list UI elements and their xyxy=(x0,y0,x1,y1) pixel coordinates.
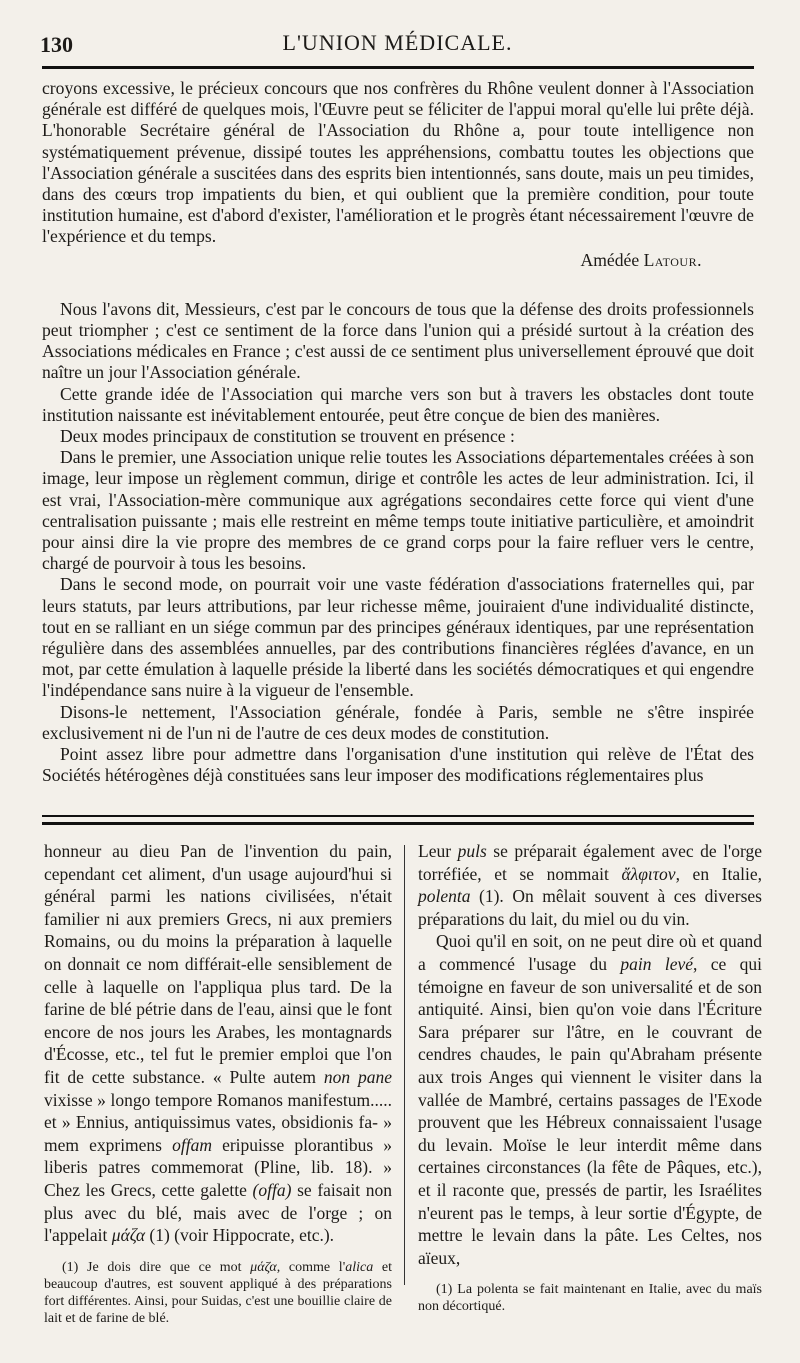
footnote: (1) La polenta se fait maintenant en Italie, avec du maïs non décortiqué. xyxy=(418,1282,762,1315)
page-header xyxy=(40,28,755,58)
paragraph: Cette grande idée de l'Association qui marche vers son but à travers les obstacles dont toute institution naissante est inévitablement entourée, peut être conçue de bien des manières. xyxy=(42,383,754,425)
feuilleton-left-column xyxy=(44,840,392,1327)
paragraph: Leur puls se préparait également avec de l'orge torréfiée, et se nommait ἄλφιτον, en Italie, polenta (1). On mêlait souvent à ces diverses préparations du lait, du miel ou du vin. xyxy=(418,841,763,929)
paragraph: Dans le premier, une Association unique relie toutes les Associations départementales créées à son image, leur impose un règlement commun, dirige et contrôle les actes de leur administration. Ici, il est vrai, l'Association-mère communique aux agrégations secondaires cette force qui vient d'une centralisation puissante ; mais elle restreint en même temps toute initiative particulière, et amoindrit pour ainsi dire la vie propre des membres de ce grand corps pour la faire refluer vers le centre, chargé de pourvoir à tous les besoins. xyxy=(42,447,754,574)
footnote: (1) Je dois dire que ce mot μάζα, comme l'alica et beaucoup d'autres, est souvent appliqué à des préparations fort différentes. Ainsi, pour Suidas, c'est une bouillie claire de lait et de farine de blé. xyxy=(44,1259,392,1326)
page-number: 130 xyxy=(40,32,73,57)
section-gap xyxy=(42,271,754,299)
paragraph: Quoi qu'il en soit, on ne peut dire où et quand a commencé l'usage du pain levé, ce qui témoigne en faveur de son universalité et de son antiquité. Ainsi, bien qu'on voie dans l'Écriture Sara préparer sur l'âtre, en le couvrant de cendres chaudes, le pain qu'Abraham présente aux trois Anges qui viennent le visiter dans la vallée de Mambré, certains passages de l'Exode prouvent que les Hébreux connaissaient l'usage du levain. Moïse le leur interdit même dans certaines circonstances (la fête de Pâques, etc.), et il raconte que, pressés de partir, les Israélites n'eurent pas le temps, à leur sortie d'Égypte, de mettre le levain dans la pâte. Les Celtes, nos aïeux, xyxy=(418,931,762,1268)
paragraph: Dans le second mode, on pourrait voir une vaste fédération d'associations fraternelles qui, par leurs statuts, par leurs attributions, par leur richesse même, jouiraient d'une individualité distincte, tout en se ralliant en un siége commun par des principes généraux identiques, par une représentation régulière dans des assemblées annuelles, par des contributions financières réglées d'avance, en un mot, par cette émulation à laquelle préside la liberté dans les sociétés démocratiques et qui engendre l'indépendance sans nuire à la vigueur de l'ensemble. xyxy=(42,574,754,701)
author-signature xyxy=(42,250,702,271)
paragraph: Point assez libre pour admettre dans l'organisation d'une institution qui relève de l'État des Sociétés hétérogènes déjà constituées sans leur imposer des modifications réglementaires plus xyxy=(42,744,754,786)
feuilleton-rule-thick xyxy=(42,822,754,825)
signature-first-name: Amédée xyxy=(580,249,640,270)
paragraph: Disons-le nettement, l'Association générale, fondée à Paris, semble ne s'être inspirée exclusivement ni de l'un ni de l'autre de ces deux modes de constitution. xyxy=(42,701,754,743)
paragraph: Deux modes principaux de constitution se trouvent en présence : xyxy=(60,426,515,447)
feuilleton-right-column xyxy=(418,840,762,1315)
signature-last-name: Latour. xyxy=(643,249,702,270)
paragraph: croyons excessive, le précieux concours que nos confrères du Rhône veulent donner à l'Association générale est différé de quelques mois, l'Œuvre peut se féliciter de l'appui moral qu'elle lui prête déjà. L'honorable Secrétaire général de l'Association du Rhône a, pour toute intelligence non systématiquement prévenue, dissipé toutes les appréhensions, combattu toutes les objections que l'Association générale a suscitées dans des esprits bien intentionnés, sans doute, mais un peu timides, dans des cœurs trop impatients du bien, et qui oublient que la première condition, pour toute institution humaine, est d'abord d'exister, l'amélioration et le progrès étant nécessairement l'œuvre de l'expérience et du temps. xyxy=(42,78,754,247)
main-article xyxy=(42,78,754,787)
journal-title: L'UNION MÉDICALE. xyxy=(282,30,513,55)
column-divider xyxy=(404,845,405,1285)
paragraph: Nous l'avons dit, Messieurs, c'est par le concours de tous que la défense des droits professionnels peut triompher ; c'est ce sentiment de la force dans l'union qui a présidé surtout à la création des Associations médicales en France ; c'est aussi de ce sentiment plus universellement éprouvé que doit naître un jour l'Association générale. xyxy=(42,298,754,383)
paragraph: honneur au dieu Pan de l'invention du pain, cependant cet aliment, d'un usage aujourd'hui si général parmi les nations civilisées, n'était familier ni aux premiers Grecs, ni aux premiers Romains, ou du moins la préparation à laquelle on donnait ce nom différait-elle sensiblement de celle à laquelle on l'appliqua plus tard. De la farine de blé pétrie dans de l'eau, ainsi que le font encore de nos jours les Arabes, les montagnards d'Écosse, etc., tel fut le premier emploi que l'on fit de cette substance. « Pulte autem non pane vixisse » longo tempore Romanos manifestum..... et » Ennius, antiquissimus vates, obsidionis fa- » mem exprimens offam eripuisse plorantibus » liberis patres commemorat (Pline, lib. 18). » Chez les Grecs, cette galette (offa) se faisait non plus avec du blé, mais avec de l'orge ; on l'appelait μάζα (1) (voir Hippocrate, etc.). xyxy=(44,841,393,1246)
header-rule xyxy=(42,66,754,69)
feuilleton-rule-thin xyxy=(42,815,754,817)
